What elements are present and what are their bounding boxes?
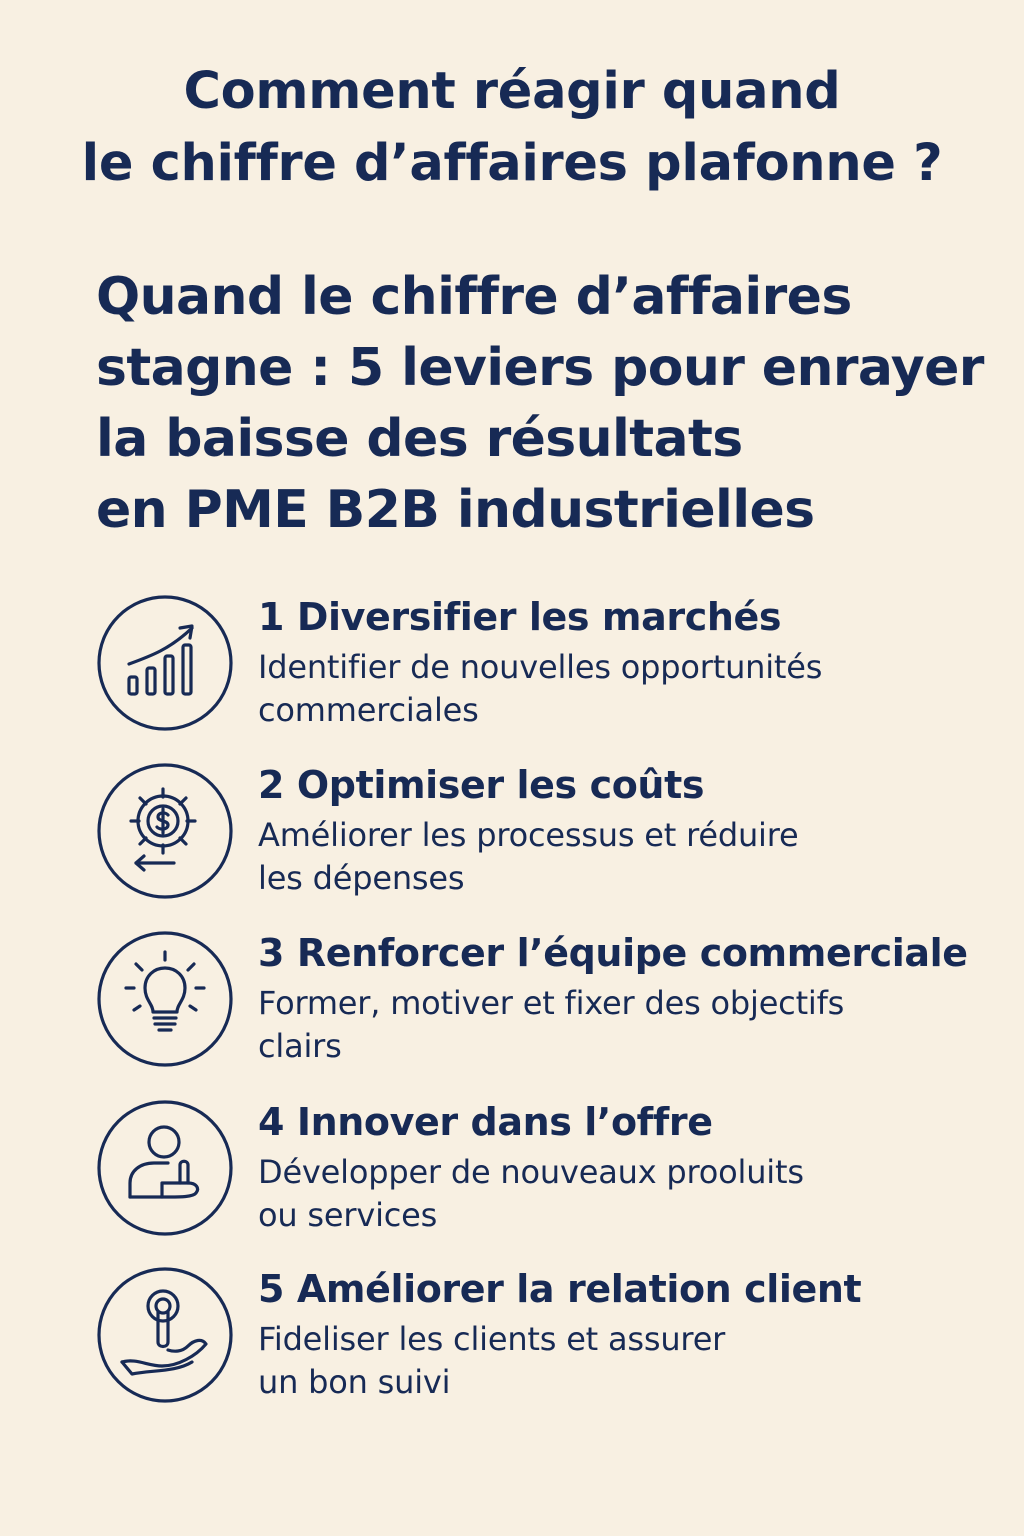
lever-description-line-2: clairs [258, 1027, 342, 1065]
lever-description-line-2: les dépenses [258, 859, 465, 897]
lever-item-5 [96, 1266, 996, 1416]
page-title [0, 56, 1024, 200]
headline-line-4: en PME B2B industrielles [96, 480, 815, 540]
page-title-line-2: le chiffre d’affaires plafonne ? [81, 134, 943, 193]
person-hand-icon [96, 1099, 234, 1237]
lever-item-2 [96, 762, 996, 912]
lever-description-line-1: Former, motiver et fixer des objectifs [258, 984, 845, 1022]
lightbulb-icon [96, 930, 234, 1068]
headline-line-1: Quand le chiffre d’affaires [96, 267, 852, 327]
lever-title: 2 Optimiser les coûts [258, 763, 705, 807]
lever-item-3 [96, 930, 996, 1080]
lever-description-line-2: un bon suivi [258, 1363, 451, 1401]
lever-description [258, 814, 998, 900]
growth-chart-icon [96, 594, 234, 732]
headline-line-2: stagne : 5 leviers pour enrayer [96, 338, 984, 398]
lever-description-line-2: ou services [258, 1196, 438, 1234]
gear-dollar-icon [96, 762, 234, 900]
headline-line-3: la baisse des résultats [96, 409, 743, 469]
headline [96, 262, 996, 546]
lever-description [258, 982, 998, 1068]
lever-description-line-1: Fideliser les clients et assurer [258, 1320, 726, 1358]
page-title-line-1: Comment réagir quand [183, 62, 841, 121]
lever-title: 1 Diversifier les marchés [258, 595, 782, 639]
lever-description-line-1: Améliorer les processus et réduire [258, 816, 799, 854]
lever-description [258, 1151, 998, 1237]
lever-description [258, 1318, 998, 1404]
lever-title: 3 Renforcer l’équipe commerciale [258, 931, 968, 975]
lever-description [258, 646, 998, 732]
lever-description-line-2: commerciales [258, 691, 479, 729]
hand-pointer-icon [96, 1266, 234, 1404]
lever-item-1 [96, 594, 996, 744]
lever-item-4 [96, 1099, 996, 1249]
lever-title: 4 Innover dans l’offre [258, 1100, 713, 1144]
lever-description-line-1: Identifier de nouvelles opportunités [258, 648, 823, 686]
lever-description-line-1: Développer de nouveaux prooluits [258, 1153, 804, 1191]
lever-title: 5 Améliorer la relation client [258, 1267, 862, 1311]
